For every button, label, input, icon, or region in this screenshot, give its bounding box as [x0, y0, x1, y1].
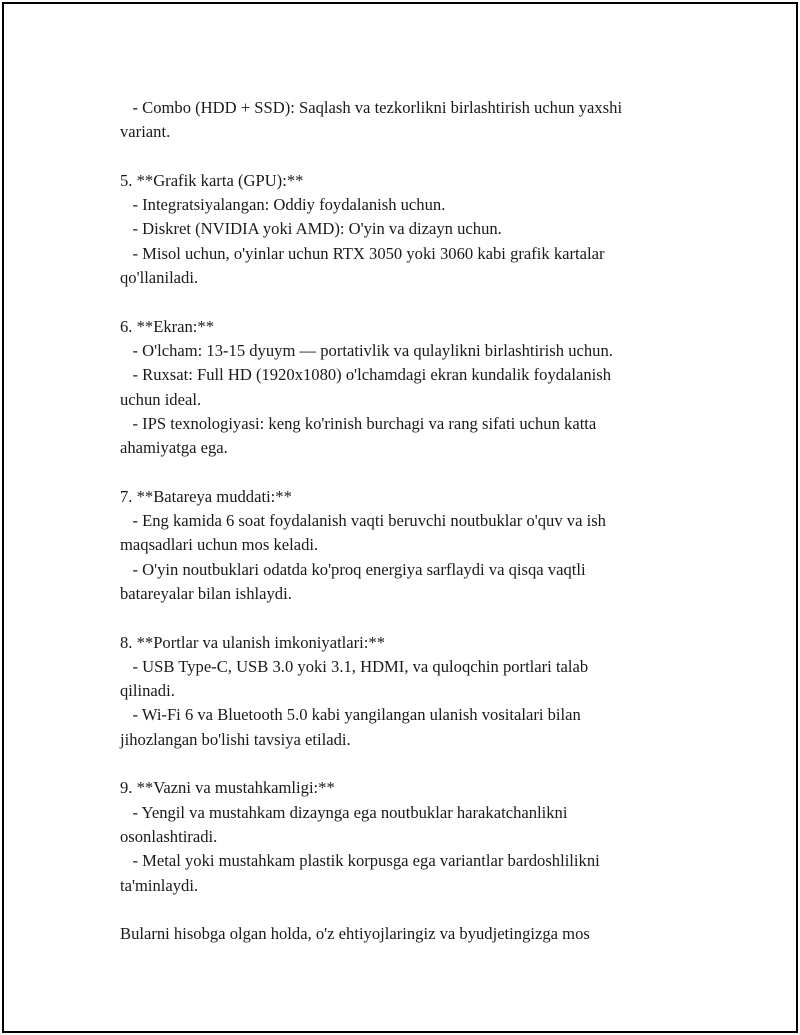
text-line: - Yengil va mustahkam dizaynga ega noutbuklar harakatchanlikni — [120, 802, 568, 822]
text-line: - O'yin noutbuklari odatda ko'proq energiya sarflaydi va qisqa vaqtli — [120, 559, 586, 579]
text-line: - IPS texnologiyasi: keng ko'rinish burchagi va rang sifati uchun katta — [120, 413, 597, 433]
text-line: ahamiyatga ega. — [120, 438, 228, 458]
text-line: - Diskret (NVIDIA yoki AMD): O'yin va dizayn uchun. — [120, 219, 502, 239]
text-line: variant. — [120, 122, 171, 142]
blank-line — [120, 752, 680, 776]
text-line: - Integratsiyalangan: Oddiy foydalanish uchun. — [120, 195, 446, 215]
blank-line — [120, 145, 680, 169]
text-line: 9. **Vazni va mustahkamligi:** — [120, 778, 335, 798]
text-line: 7. **Batareya muddati:** — [120, 486, 292, 506]
blank-line — [120, 290, 680, 314]
text-line: qilinadi. — [120, 681, 175, 701]
page-frame — [2, 2, 798, 1033]
text-line: - Combo (HDD + SSD): Saqlash va tezkorlikni birlashtirish uchun yaxshi — [120, 98, 623, 117]
text-line: - Metal yoki mustahkam plastik korpusga ega variantlar bardoshlilikni — [120, 851, 600, 871]
text-line: - Misol uchun, o'yinlar uchun RTX 3050 yoki 3060 kabi grafik kartalar — [120, 243, 605, 263]
text-line: - Wi-Fi 6 va Bluetooth 5.0 kabi yangilangan ulanish vositalari bilan — [120, 705, 581, 725]
text-line: maqsadlari uchun mos keladi. — [120, 535, 319, 555]
text-line: batareyalar bilan ishlaydi. — [120, 583, 292, 603]
text-line: ta'minlaydi. — [120, 875, 199, 895]
text-line: osonlashtiradi. — [120, 826, 218, 846]
text-line: 6. **Ekran:** — [120, 316, 215, 336]
blank-line — [120, 460, 680, 484]
text-line: 8. **Portlar va ulanish imkoniyatlari:** — [120, 632, 385, 652]
text-line: - USB Type-C, USB 3.0 yoki 3.1, HDMI, va quloqchin portlari talab — [120, 656, 589, 676]
text-line: - Eng kamida 6 soat foydalanish vaqti beruvchi noutbuklar o'quv va ish — [120, 511, 606, 531]
text-line: 5. **Grafik karta (GPU):** — [120, 170, 304, 190]
text-line: Bularni hisobga olgan holda, o'z ehtiyojlaringiz va byudjetingizga mos — [120, 924, 590, 944]
blank-line — [120, 898, 680, 922]
text-line: uchun ideal. — [120, 389, 202, 409]
document-body — [120, 96, 680, 946]
text-line: - Ruxsat: Full HD (1920x1080) o'lchamdagi ekran kundalik foydalanish — [120, 365, 612, 385]
text-line: qo'llaniladi. — [120, 268, 199, 288]
blank-line — [120, 606, 680, 630]
text-line: - O'lcham: 13-15 dyuym — portativlik va qulaylikni birlashtirish uchun. — [120, 340, 613, 360]
text-line: jihozlangan bo'lishi tavsiya etiladi. — [120, 729, 351, 749]
